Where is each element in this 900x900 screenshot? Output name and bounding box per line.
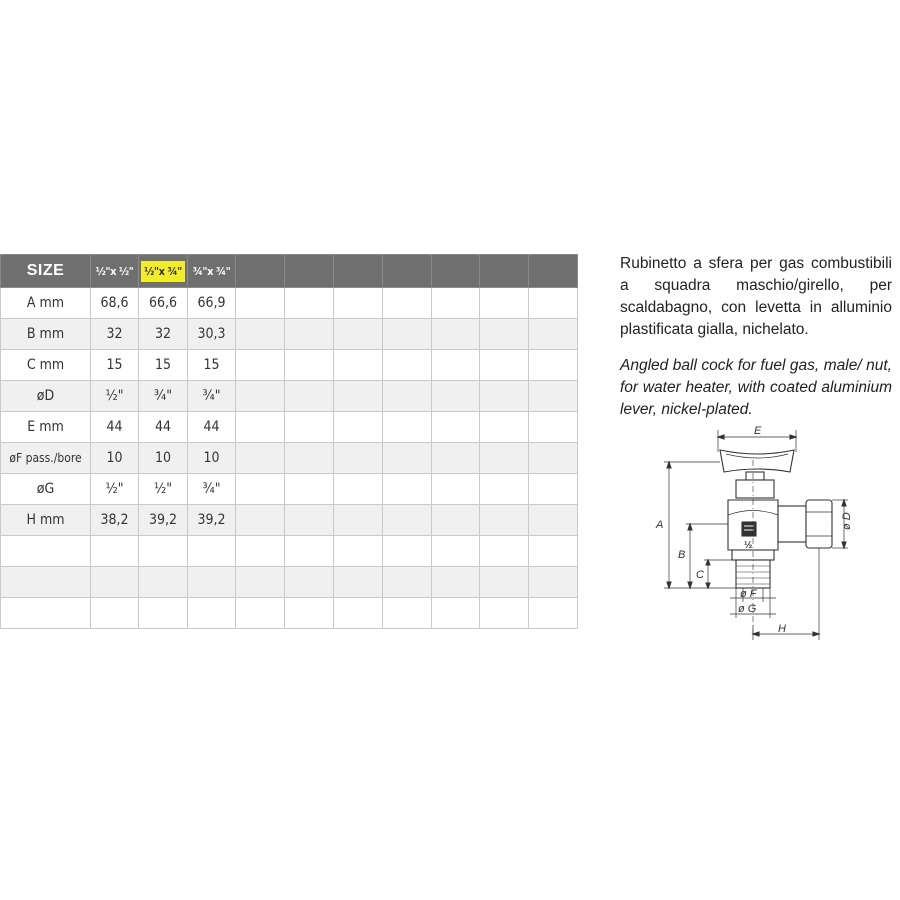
empty-cell	[432, 505, 480, 536]
empty-cell	[529, 536, 578, 567]
empty-cell	[334, 505, 383, 536]
empty-cell	[236, 505, 285, 536]
empty-cell	[236, 381, 285, 412]
empty-header-cell	[480, 255, 529, 288]
dimension-label-c: C	[696, 569, 704, 581]
table-row	[1, 381, 578, 412]
valve-technical-drawing	[650, 420, 870, 645]
empty-cell	[529, 567, 578, 598]
empty-cell	[334, 567, 383, 598]
empty-cell	[334, 598, 383, 629]
empty-cell	[432, 381, 480, 412]
dimension-label-h: H	[778, 623, 786, 635]
empty-cell	[383, 474, 432, 505]
empty-cell	[432, 598, 480, 629]
empty-cell	[529, 288, 578, 319]
empty-cell	[334, 536, 383, 567]
empty-cell	[529, 598, 578, 629]
empty-cell	[285, 536, 334, 567]
row-label: øG	[1, 474, 91, 505]
description-english: Angled ball cock for fuel gas, male/ nut, for water heater, with coated aluminium lever, nickel-plated.	[620, 357, 892, 418]
empty-cell	[285, 567, 334, 598]
empty-cell	[285, 598, 334, 629]
empty-cell	[480, 567, 529, 598]
empty-cell	[432, 536, 480, 567]
table-cell: 39,2	[139, 505, 188, 536]
empty-cell	[432, 350, 480, 381]
empty-cell	[334, 443, 383, 474]
size-column-header: ½"x ½"	[91, 255, 139, 288]
empty-cell	[480, 536, 529, 567]
row-label: øF pass./bore	[1, 443, 91, 474]
empty-cell	[334, 288, 383, 319]
row-label	[1, 598, 91, 629]
empty-cell	[529, 443, 578, 474]
empty-cell	[529, 474, 578, 505]
table-row	[1, 505, 578, 536]
dimension-label-a: A	[656, 519, 664, 531]
row-label: B mm	[1, 319, 91, 350]
empty-cell	[334, 319, 383, 350]
table-cell: 44	[91, 412, 139, 443]
table-cell: ¾"	[188, 474, 236, 505]
empty-cell	[285, 412, 334, 443]
empty-cell	[236, 412, 285, 443]
table-cell: 15	[91, 350, 139, 381]
empty-header-cell	[236, 255, 285, 288]
empty-cell	[383, 567, 432, 598]
empty-cell	[236, 567, 285, 598]
size-column-header-highlighted	[139, 255, 188, 288]
product-description	[620, 253, 892, 421]
dimension-label-d: ø D	[841, 512, 853, 530]
empty-cell	[236, 350, 285, 381]
size-column-header: ¾"x ¾"	[188, 255, 236, 288]
empty-cell	[480, 319, 529, 350]
empty-cell	[383, 505, 432, 536]
empty-cell	[529, 319, 578, 350]
highlighted-size-label: ½"x ¾"	[141, 261, 185, 282]
empty-cell	[383, 598, 432, 629]
empty-header-cell	[383, 255, 432, 288]
row-label	[1, 567, 91, 598]
empty-cell	[285, 350, 334, 381]
empty-cell	[236, 319, 285, 350]
empty-cell	[334, 350, 383, 381]
dimension-label-e: E	[754, 425, 762, 437]
table-cell: 32	[91, 319, 139, 350]
table-row	[1, 474, 578, 505]
table-cell: ¾"	[139, 381, 188, 412]
table-cell	[91, 567, 139, 598]
table-cell: 66,6	[139, 288, 188, 319]
empty-cell	[334, 474, 383, 505]
empty-cell	[383, 536, 432, 567]
empty-cell	[480, 381, 529, 412]
table-cell: 38,2	[91, 505, 139, 536]
table-row	[1, 598, 578, 629]
description-italian: Rubinetto a sfera per gas combustibili a squadra maschio/girello, per scaldabagno, con levetta in alluminio plastificata gialla, nichelato.	[620, 255, 892, 338]
empty-cell	[334, 381, 383, 412]
table-cell: 15	[139, 350, 188, 381]
row-label: H mm	[1, 505, 91, 536]
table-row	[1, 536, 578, 567]
table-cell	[139, 567, 188, 598]
empty-header-cell	[432, 255, 480, 288]
dimension-label-b: B	[678, 549, 686, 561]
table-row	[1, 443, 578, 474]
table-cell: 30,3	[188, 319, 236, 350]
table-header-row	[1, 255, 578, 288]
empty-cell	[432, 319, 480, 350]
size-header: SIZE	[1, 255, 91, 288]
empty-cell	[529, 381, 578, 412]
table-cell: 32	[139, 319, 188, 350]
table-cell	[188, 598, 236, 629]
empty-cell	[529, 350, 578, 381]
empty-cell	[285, 381, 334, 412]
empty-cell	[236, 536, 285, 567]
empty-cell	[480, 412, 529, 443]
empty-cell	[236, 288, 285, 319]
empty-header-cell	[529, 255, 578, 288]
table-cell: 68,6	[91, 288, 139, 319]
table-row	[1, 288, 578, 319]
row-label	[1, 536, 91, 567]
table-row	[1, 350, 578, 381]
empty-cell	[285, 443, 334, 474]
empty-cell	[529, 505, 578, 536]
table-cell: 10	[188, 443, 236, 474]
dimension-label-g: ø G	[738, 603, 757, 615]
table-cell	[139, 536, 188, 567]
table-cell: ½"	[91, 381, 139, 412]
empty-cell	[285, 505, 334, 536]
table-cell: ½"	[139, 474, 188, 505]
empty-cell	[383, 288, 432, 319]
dimension-label-f: ø F	[740, 588, 757, 600]
empty-cell	[285, 319, 334, 350]
table-cell	[91, 536, 139, 567]
table-cell	[188, 536, 236, 567]
empty-cell	[432, 567, 480, 598]
empty-cell	[480, 505, 529, 536]
empty-header-cell	[334, 255, 383, 288]
empty-cell	[236, 474, 285, 505]
table-cell: ¾"	[188, 381, 236, 412]
table-row	[1, 567, 578, 598]
row-label: E mm	[1, 412, 91, 443]
empty-cell	[529, 412, 578, 443]
empty-cell	[432, 443, 480, 474]
empty-cell	[383, 350, 432, 381]
row-label: øD	[1, 381, 91, 412]
empty-cell	[334, 412, 383, 443]
empty-cell	[383, 381, 432, 412]
empty-cell	[480, 474, 529, 505]
table-cell: 10	[91, 443, 139, 474]
row-label: C mm	[1, 350, 91, 381]
empty-cell	[432, 412, 480, 443]
empty-header-cell	[285, 255, 334, 288]
table-cell: 10	[139, 443, 188, 474]
table-cell: ½"	[91, 474, 139, 505]
empty-cell	[383, 319, 432, 350]
table-cell: 44	[139, 412, 188, 443]
table-cell: 39,2	[188, 505, 236, 536]
empty-cell	[383, 443, 432, 474]
empty-cell	[432, 288, 480, 319]
empty-cell	[432, 474, 480, 505]
row-label: A mm	[1, 288, 91, 319]
table-cell	[188, 567, 236, 598]
empty-cell	[383, 412, 432, 443]
empty-cell	[236, 443, 285, 474]
empty-cell	[480, 350, 529, 381]
table-cell: 44	[188, 412, 236, 443]
body-marking: ½	[744, 540, 753, 551]
empty-cell	[480, 443, 529, 474]
table-cell: 66,9	[188, 288, 236, 319]
empty-cell	[480, 598, 529, 629]
empty-cell	[236, 598, 285, 629]
empty-cell	[480, 288, 529, 319]
table-body	[1, 288, 578, 629]
table-row	[1, 412, 578, 443]
table-cell	[91, 598, 139, 629]
table-cell: 15	[188, 350, 236, 381]
table-cell	[139, 598, 188, 629]
empty-cell	[285, 288, 334, 319]
size-specification-table	[0, 254, 578, 629]
empty-cell	[285, 474, 334, 505]
table-row	[1, 319, 578, 350]
